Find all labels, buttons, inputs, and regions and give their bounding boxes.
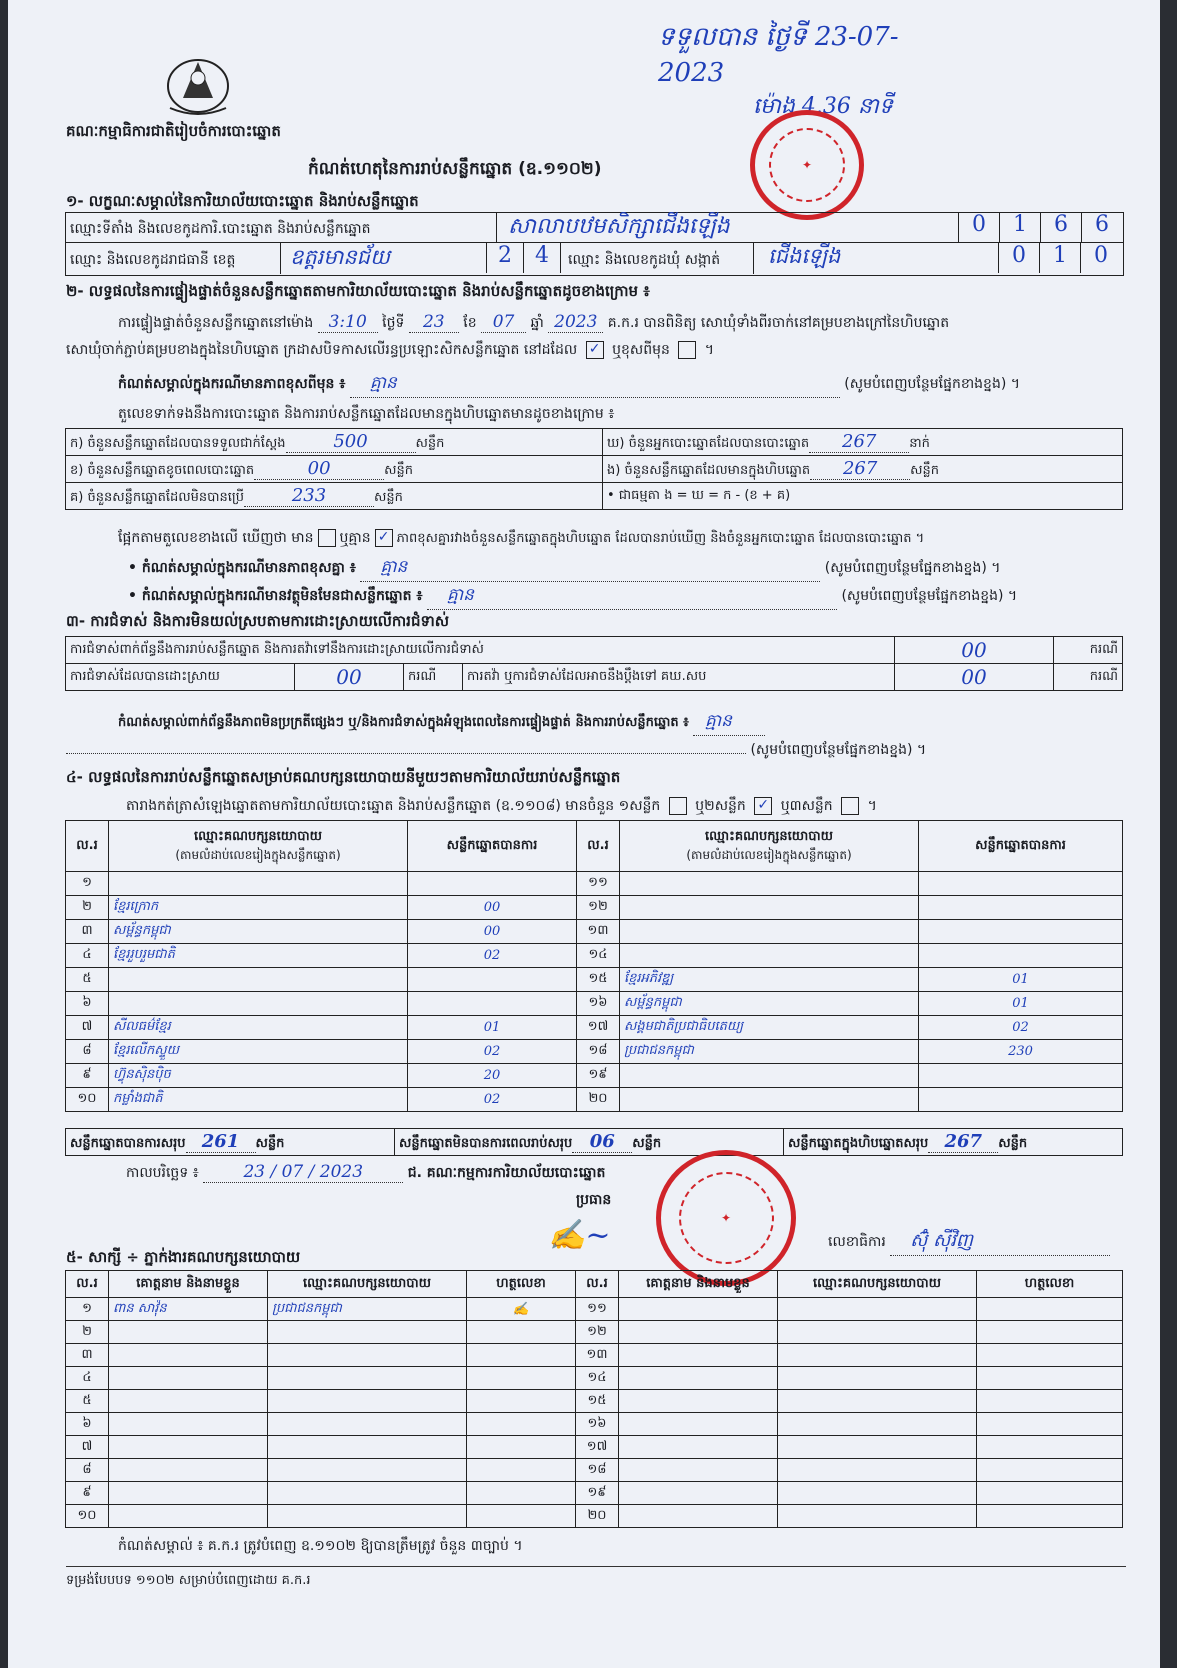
party-name — [109, 992, 408, 1016]
witness-signature — [977, 1344, 1123, 1367]
witness-signature — [977, 1482, 1123, 1505]
witness-party — [778, 1344, 977, 1367]
row-number: ៦ — [66, 992, 109, 1016]
witness-name — [619, 1390, 778, 1413]
witness-name — [109, 1321, 268, 1344]
party-name: សម្ព័ន្ធកម្ពុជា — [620, 992, 919, 1016]
witness-signature: ✍ — [467, 1298, 576, 1321]
official-stamp-top: ✦ — [750, 110, 864, 220]
party-votes: 02 — [408, 1040, 577, 1064]
row-number: ១០ — [66, 1505, 109, 1528]
witness-party — [778, 1482, 977, 1505]
row-number: ១២ — [576, 1321, 619, 1344]
row-number: ១៥ — [576, 1390, 619, 1413]
result-row — [66, 1064, 1123, 1088]
two-sheet-checkbox[interactable]: ✓ — [754, 797, 772, 815]
party-name — [620, 944, 919, 968]
witness-name — [619, 1482, 778, 1505]
footer-note: កំណត់សម្គាល់ ៖ គ.ក.រ ត្រូវបំពេញ ឧ.១១០២ ឱ្យបានត្រឹមត្រូវ ចំនួន ៣ច្បាប់ ។ — [118, 1538, 523, 1554]
witness-party — [778, 1436, 977, 1459]
row-number: ១៦ — [577, 992, 620, 1016]
station-label: ឈ្មោះទីតាំង និងលេខកូដការិ.បោះឆ្នោត និងរាប់សន្លឹកឆ្នោត — [70, 221, 371, 237]
row-number: ៣ — [66, 920, 109, 944]
row-number: ១៧ — [577, 1016, 620, 1040]
one-sheet-checkbox[interactable] — [669, 797, 687, 815]
witness-name — [109, 1459, 268, 1482]
witness-row — [66, 1321, 1123, 1344]
party-votes: 20 — [408, 1064, 577, 1088]
witness-name: ពាន សាវ៉ុន — [109, 1298, 268, 1321]
row-number: ៤ — [66, 1367, 109, 1390]
province-label: ឈ្មោះ និងលេខកូដរាជធានី ខេត្ត — [70, 252, 236, 268]
party-name — [109, 872, 408, 896]
ballot-figures-table — [65, 428, 1123, 510]
result-row — [66, 1040, 1123, 1064]
change-note-line: កំណត់សម្គាល់ក្នុងករណីមានភាពខុសពីមុន ៖ គ្មាន (សូមបំពេញបន្ថែមផ្នែកខាងខ្នង) ។ — [118, 372, 1020, 398]
witness-row — [66, 1344, 1123, 1367]
party-votes — [919, 1088, 1123, 1112]
result-row — [66, 1088, 1123, 1112]
figure-row: ក) ចំនួនសន្លឹកឆ្នោតដែលបានទទួលជាក់ស្តែង 500 សន្លឹក ឃ) ចំនួនអ្នកបោះឆ្នោតដែលបានបោះឆ្នោត 267 នាក់ — [66, 429, 1123, 456]
witness-party — [778, 1367, 977, 1390]
party-name — [620, 1064, 919, 1088]
row-number: ១៥ — [577, 968, 620, 992]
witness-signature — [977, 1413, 1123, 1436]
secretary-line: លេខាធិការ ស៊ុំ ស៊ីវិញ — [828, 1228, 1110, 1256]
witness-signature — [977, 1505, 1123, 1528]
row-number: ១១ — [577, 872, 620, 896]
witness-party — [778, 1321, 977, 1344]
chair-signature-icon: ✍~ — [548, 1218, 611, 1253]
row-number: ១៦ — [576, 1413, 619, 1436]
row-number: ១៨ — [577, 1040, 620, 1064]
party-votes: 01 — [919, 968, 1123, 992]
witness-row — [66, 1459, 1123, 1482]
form-title: កំណត់ហេតុនៃការរាប់សន្លឹកឆ្នោត (ឧ.១១០២) — [308, 159, 602, 179]
section5-heading: ៥- សាក្សី ÷ ភ្នាក់ងារគណបក្សនយោបាយ — [66, 1248, 301, 1266]
row-number: ១៤ — [577, 944, 620, 968]
party-votes: 00 — [408, 920, 577, 944]
party-name: ខ្មែរលើកស្ទួយ — [109, 1040, 408, 1064]
totals-table: សន្លឹកឆ្នោតបានការសរុប 261 សន្លឹក សន្លឹកឆ្នោតមិនបានការពេលរាប់សរុប 06 សន្លឹក សន្លឹកឆ្នោតក្នុងហិបឆ្នោតសរុប 267 សន្លឹក — [65, 1128, 1123, 1156]
witness-signature — [467, 1390, 576, 1413]
commune-name: ជើងឡើង — [768, 244, 841, 268]
party-name: សង្គមជាតិប្រជាធិបតេយ្យ — [620, 1016, 919, 1040]
party-votes: 00 — [408, 896, 577, 920]
result-row — [66, 944, 1123, 968]
row-number: ១ — [66, 872, 109, 896]
station-code: 0 1 6 6 — [958, 212, 1122, 242]
row-number: ១៩ — [577, 1064, 620, 1088]
party-name: ខ្មែរអភិវឌ្ឍ — [620, 968, 919, 992]
party-votes — [919, 872, 1123, 896]
witness-name — [619, 1367, 778, 1390]
row-number: ៨ — [66, 1040, 109, 1064]
result-row — [66, 896, 1123, 920]
section2-heading: ២- លទ្ធផលនៃការផ្ទៀងផ្ទាត់ចំនួនសន្លឹកឆ្នោតតាមការិយាល័យបោះឆ្នោត និងរាប់សន្លឹកឆ្នោតដូចខាងក្រោម ៖ — [66, 282, 650, 300]
witness-signature — [467, 1367, 576, 1390]
witness-party — [778, 1390, 977, 1413]
row-number: ២០ — [576, 1505, 619, 1528]
figure-row: ខ) ចំនួនសន្លឹកឆ្នោតខូចពេលបោះឆ្នោត 00 សន្លឹក ង) ចំនួនសន្លឹកឆ្នោតដែលមានក្នុងហិបឆ្នោត 267 សន្លឹក — [66, 456, 1123, 483]
witness-signature — [977, 1298, 1123, 1321]
station-name: សាលាបឋមសិក្សាជើងឡើង — [508, 214, 730, 239]
party-votes: 02 — [408, 1088, 577, 1112]
witness-name — [109, 1482, 268, 1505]
commune-code: 0 1 0 — [998, 243, 1121, 273]
figure-row: គ) ចំនួនសន្លឹកឆ្នោតដែលមិនបានប្រើ 233 សន្លឹក • ជាធម្មតា ង = ឃ = ក - (ខ + គ) — [66, 483, 1123, 510]
verify-line: ការផ្ទៀងផ្ទាត់ចំនួនសន្លឹកឆ្នោតនៅម៉ោង 3:10 ថ្ងៃទី 23 ខែ 07 ឆ្នាំ 2023 គ.ក.រ បានពិនិត្យ សោឃុំទាំងពីរចាក់នៅគម្របខាងក្រៅនៃហិបឆ្នោត — [118, 312, 950, 332]
row-number: ៦ — [66, 1413, 109, 1436]
object-note-line: • កំណត់សម្គាល់ក្នុងករណីមានវត្ថុមិនមែនជាសន្លឹកឆ្នោត ៖ គ្មាន (សូមបំពេញបន្ថែមផ្នែកខាងខ្នង) ។ — [128, 584, 1017, 610]
witness-name — [619, 1298, 778, 1321]
row-number: ១៧ — [576, 1436, 619, 1459]
row-number: ១០ — [66, 1088, 109, 1112]
witness-signature — [467, 1505, 576, 1528]
row-number: ២ — [66, 896, 109, 920]
witness-name — [109, 1367, 268, 1390]
row-number: ២ — [66, 1321, 109, 1344]
row-number: ៥ — [66, 1390, 109, 1413]
row-number: ៨ — [66, 1459, 109, 1482]
result-row — [66, 968, 1123, 992]
irregularity-note-line2: (សូមបំពេញបន្ថែមផ្នែកខាងខ្នង) ។ — [66, 740, 926, 761]
witness-row — [66, 1482, 1123, 1505]
party-votes — [408, 872, 577, 896]
party-name — [620, 896, 919, 920]
witness-signature — [467, 1321, 576, 1344]
received-time: ម៉ោង 4.36 នាទី — [753, 94, 893, 119]
section4-heading: ៤- លទ្ធផលនៃការរាប់សន្លឹកឆ្នោតសម្រាប់គណបក្សនយោបាយនីមួយៗតាមការិយាល័យរាប់សន្លឹកឆ្នោត — [66, 768, 621, 786]
has-diff-checkbox[interactable] — [318, 529, 336, 547]
witness-row — [66, 1436, 1123, 1459]
section1-heading: ១- លក្ខណៈសម្គាល់នៃការិយាល័យបោះឆ្នោត និងរាប់សន្លឹកឆ្នោត — [66, 192, 419, 210]
party-votes — [408, 968, 577, 992]
witness-party — [268, 1344, 467, 1367]
compare-line: ផ្អែកតាមតួលេខខាងលើ ឃើញថា មាន ឬគ្មាន ✓ ភាពខុសគ្នារវាងចំនួនសន្លឹកឆ្នោតក្នុងហិបឆ្នោត ដែលបានរាប់ឃើញ និងចំនួនអ្នកបោះឆ្នោត ដែលបានបោះឆ្នោត ។ — [118, 529, 925, 546]
witness-name — [619, 1436, 778, 1459]
witness-party — [268, 1390, 467, 1413]
witness-signature — [467, 1436, 576, 1459]
chair-label: ប្រធាន — [576, 1192, 612, 1208]
date-line: កាលបរិច្ឆេទ ៖ 23 / 07 / 2023 ជ. គណៈកម្មការការិយាល័យបោះឆ្នោត — [126, 1162, 606, 1182]
row-number: ៥ — [66, 968, 109, 992]
tally-sheet-count: តារាងកត់ត្រាសំឡេងឆ្នោតតាមការិយាល័យបោះឆ្នោត និងរាប់សន្លឹកឆ្នោត (ឧ.១១០៨) មានចំនួន ១សន្លឹក ឬ២សន្លឹក ✓ ឬ៣សន្លឹក ។ — [126, 797, 877, 814]
party-name — [620, 872, 919, 896]
witness-party — [268, 1367, 467, 1390]
row-number: ៧ — [66, 1436, 109, 1459]
row-number: ១៣ — [577, 920, 620, 944]
form-code-note: ទម្រង់បែបបទ ១១០២ សម្រាប់បំពេញដោយ គ.ក.រ — [66, 1573, 311, 1588]
section3-heading: ៣- ការជំទាស់ និងការមិនយល់ស្របតាមការដោះស្រាយលើការជំទាស់ — [66, 612, 450, 630]
party-name: សម្ព័ន្ធកម្ពុជា — [109, 920, 408, 944]
witness-name — [619, 1344, 778, 1367]
witness-name — [619, 1321, 778, 1344]
witness-party: ប្រជាជនកម្ពុជា — [268, 1298, 467, 1321]
party-name — [620, 920, 919, 944]
party-name: សីលធម៌ខ្មែរ — [109, 1016, 408, 1040]
row-number: ១៩ — [576, 1482, 619, 1505]
witness-signature — [467, 1482, 576, 1505]
party-name — [620, 1088, 919, 1112]
commune-label: ឈ្មោះ និងលេខកូដឃុំ សង្កាត់ — [568, 252, 721, 268]
complaints-table: ការជំទាស់ពាក់ព័ន្ធនឹងការរាប់សន្លឹកឆ្នោត និងការតវ៉ាទៅនឹងការដោះស្រាយលើការជំទាស់ 00 ករណី ការជំទាស់ដែលបានដោះស្រាយ 00 ករណី ការតវ៉ា ឬការជំទាស់ដែលអាចនឹងប្តឹងទៅ គឃ.សប 00 ករណី — [65, 636, 1123, 691]
row-number: ៤ — [66, 944, 109, 968]
witness-signature — [467, 1344, 576, 1367]
witness-name — [109, 1436, 268, 1459]
party-votes — [919, 920, 1123, 944]
party-name: ខ្មែររួបរួមជាតិ — [109, 944, 408, 968]
party-votes: 01 — [919, 992, 1123, 1016]
official-stamp-bottom: ✦ — [656, 1150, 796, 1286]
witness-name — [109, 1344, 268, 1367]
witness-row — [66, 1413, 1123, 1436]
witness-row — [66, 1367, 1123, 1390]
witness-signature — [977, 1367, 1123, 1390]
province-code: 2 4 — [486, 243, 561, 273]
witness-name — [109, 1390, 268, 1413]
row-number: ២០ — [577, 1088, 620, 1112]
org-name: គណៈកម្មាធិការជាតិរៀបចំការបោះឆ្នោត — [66, 122, 281, 140]
witness-party — [268, 1459, 467, 1482]
party-votes: 02 — [919, 1016, 1123, 1040]
row-number: ១៤ — [576, 1367, 619, 1390]
party-name: កម្លាំងជាតិ — [109, 1088, 408, 1112]
nec-emblem-icon — [158, 48, 238, 118]
witness-party — [268, 1321, 467, 1344]
witness-signature — [467, 1459, 576, 1482]
witness-name — [619, 1459, 778, 1482]
party-votes — [919, 944, 1123, 968]
witness-party — [268, 1505, 467, 1528]
row-number: ៩ — [66, 1064, 109, 1088]
result-row — [66, 920, 1123, 944]
witness-name — [109, 1413, 268, 1436]
form-sheet — [8, 0, 1160, 1668]
party-name — [109, 968, 408, 992]
row-number: ១៨ — [576, 1459, 619, 1482]
witness-party — [778, 1505, 977, 1528]
result-row — [66, 1016, 1123, 1040]
row-number: ១ — [66, 1298, 109, 1321]
party-votes — [919, 1064, 1123, 1088]
witness-signature — [977, 1436, 1123, 1459]
diff-note-line: • កំណត់សម្គាល់ក្នុងករណីមានភាពខុសគ្នា ៖ គ្មាន (សូមបំពេញបន្ថែមផ្នែកខាងខ្នង) ។ — [128, 556, 1000, 582]
witness-party — [268, 1413, 467, 1436]
province-name: ឧត្តរមានជ័យ — [290, 245, 390, 269]
witness-row — [66, 1505, 1123, 1528]
witness-signature — [467, 1413, 576, 1436]
row-number: ៩ — [66, 1482, 109, 1505]
received-note: ទទួលបាន ថ្ងៃទី 23-07-2023 — [658, 22, 899, 88]
party-votes — [408, 992, 577, 1016]
changed-checkbox[interactable] — [678, 341, 696, 359]
witness-name — [109, 1505, 268, 1528]
unchanged-checkbox[interactable]: ✓ — [586, 341, 604, 359]
row-number: ៣ — [66, 1344, 109, 1367]
result-row — [66, 872, 1123, 896]
witness-party — [778, 1413, 977, 1436]
row-number: ១៣ — [576, 1344, 619, 1367]
row-number: ៧ — [66, 1016, 109, 1040]
party-name: ប្រជាជនកម្ពុជា — [620, 1040, 919, 1064]
witness-party — [268, 1482, 467, 1505]
witness-row — [66, 1390, 1123, 1413]
figures-intro: តួលេខទាក់ទងនឹងការបោះឆ្នោត និងការរាប់សន្លឹកឆ្នោតដែលមានក្នុងហិបឆ្នោតមានដូចខាងក្រោម ៖ — [118, 406, 615, 422]
witness-row — [66, 1298, 1123, 1321]
witness-signature — [977, 1459, 1123, 1482]
party-votes — [919, 896, 1123, 920]
witness-signature — [977, 1321, 1123, 1344]
party-votes: 02 — [408, 944, 577, 968]
row-number: ១២ — [577, 896, 620, 920]
verify-line2: សោឃុំចាក់ភ្ជាប់គម្របខាងក្នុងនៃហិបឆ្នោត ក្រដាសបិទកាសលើរន្ធប្រឡោះសិកសន្លឹកឆ្នោត នៅដដែល ✓ ឬខុសពីមុន ។ — [66, 341, 715, 358]
party-name: ហ៊្វុនស៊ិនប៉ិច — [109, 1064, 408, 1088]
party-votes: 230 — [919, 1040, 1123, 1064]
row-number: ១១ — [576, 1298, 619, 1321]
witness-name — [619, 1413, 778, 1436]
irregularity-note-line: កំណត់សម្គាល់ពាក់ព័ន្ធនឹងភាពមិនប្រក្រតីផ្សេងៗ ឬ/និងការជំទាស់ក្នុងអំឡុងពេលនៃការផ្ទៀងផ្ទាត់ និងការរាប់សន្លឹកឆ្នោត ៖ គ្មាន — [118, 710, 765, 736]
witness-party — [778, 1459, 977, 1482]
witness-party — [268, 1436, 467, 1459]
witness-name — [619, 1505, 778, 1528]
party-votes: 01 — [408, 1016, 577, 1040]
witness-party — [778, 1298, 977, 1321]
no-diff-checkbox[interactable]: ✓ — [375, 529, 393, 547]
result-row — [66, 992, 1123, 1016]
party-results-table: ល.រ ឈ្មោះគណបក្សនយោបាយ (តាមលំដាប់លេខរៀងក្នុងសន្លឹកឆ្នោត) សន្លឹកឆ្នោតបានការ ល.រ ឈ្មោះគណបក្សនយោបាយ (តាមលំដាប់លេខរៀងក្នុងសន្លឹកឆ្នោត) សន្លឹកឆ្នោតបានការ ១ ១១ ២ ខ្មែរក្រោក 00 ១២ ៣ សម្ព័ន្ធកម្ពុជា 00 ១៣ ៤ ខ្មែររួបរួមជាតិ 02 ១៤ ៥ ១៥ ខ្មែរអភិវឌ្ឍ 01 ៦ ១៦ សម្ព័ន្ធកម្ពុជា 01 ៧ សីលធម៌ខ្មែរ 01 ១៧ សង្គមជាតិប្រជាធិបតេយ្យ 02 ៨ ខ្មែរលើកស្ទួយ 02 ១៨ ប្រជាជនកម្ពុជា 230 ៩ ហ៊្វុនស៊ិនប៉ិច 20 ១៩ ១០ កម្លាំងជាតិ 02 ២០ — [65, 820, 1123, 1112]
party-name: ខ្មែរក្រោក — [109, 896, 408, 920]
three-sheet-checkbox[interactable] — [841, 797, 859, 815]
witness-table: ល.រ គោត្តនាម និងនាមខ្លួន ឈ្មោះគណបក្សនយោបាយ ហត្ថលេខា ល.រ គោត្តនាម និងនាមខ្លួន ឈ្មោះគណបក្សនយោបាយ ហត្ថលេខា ១ ពាន សាវ៉ុន ប្រជាជនកម្ពុជា ✍ ១១ ២ ១២ ៣ ១៣ ៤ ១៤ ៥ ១៥ ៦ ១៦ ៧ ១៧ ៨ ១៨ ៩ ១៩ ១០ ២០ — [65, 1270, 1123, 1528]
witness-signature — [977, 1390, 1123, 1413]
